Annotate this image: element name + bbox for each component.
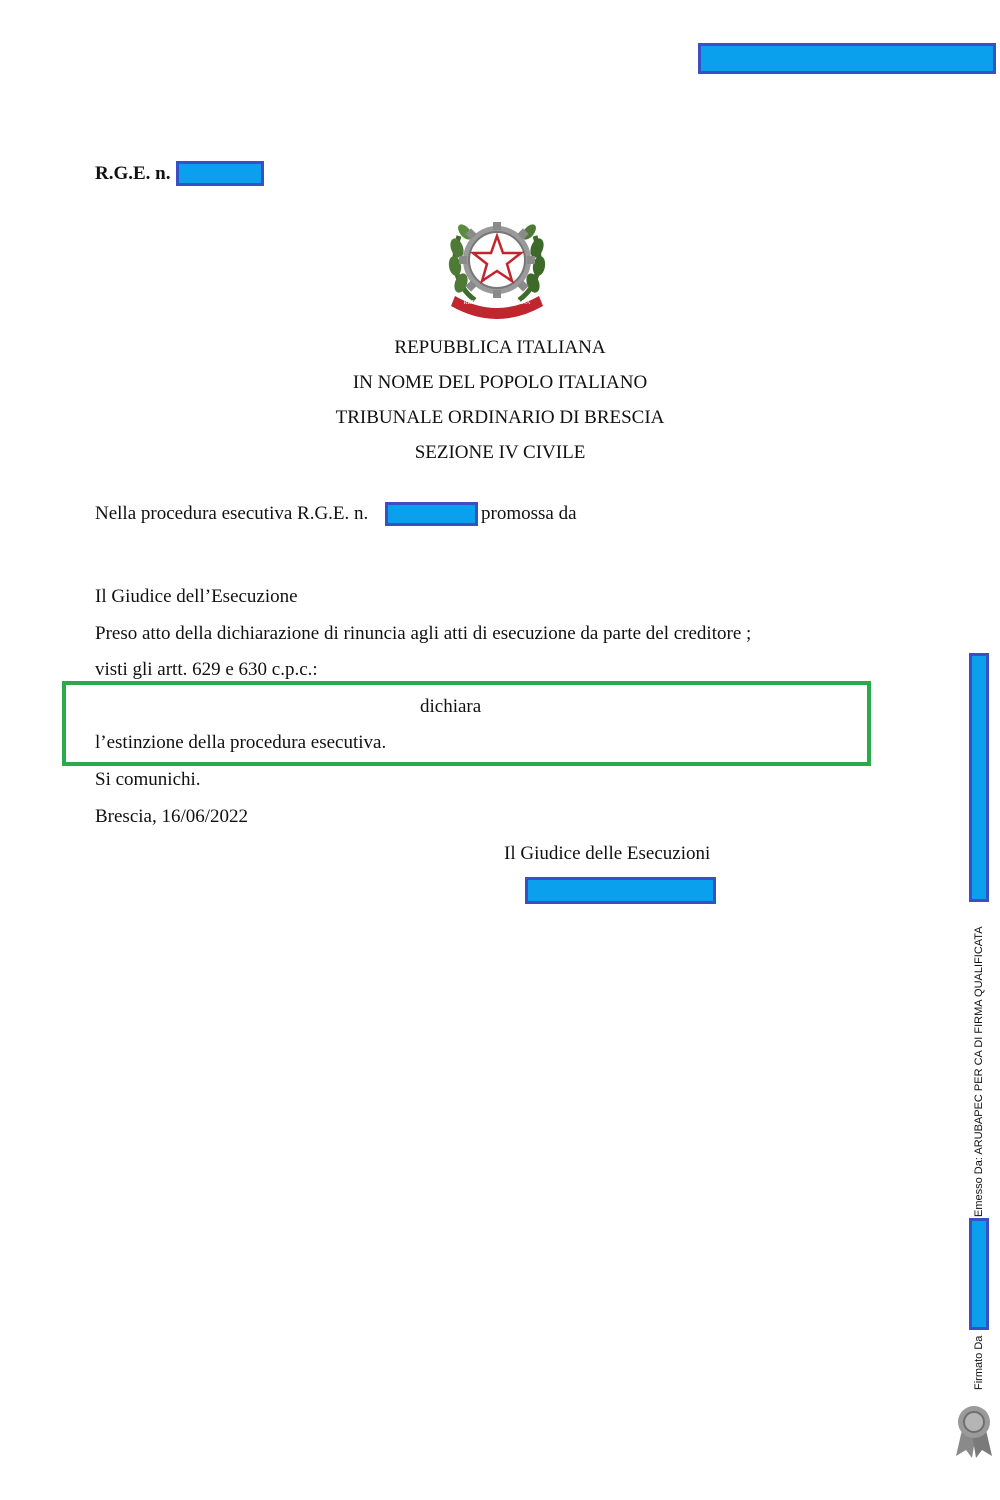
redacted-side-block-bottom	[969, 1218, 989, 1330]
preso-atto-text: Preso atto della dichiarazione di rinuncia agli atti di esecuzione da parte del creditore ;	[95, 623, 752, 644]
place-date: Brescia, 16/06/2022	[95, 806, 249, 827]
judge-intro: Il Giudice dell’Esecuzione	[95, 586, 298, 607]
italian-republic-emblem	[445, 208, 549, 320]
signature-seal-icon	[952, 1404, 996, 1458]
heading-people: IN NOME DEL POPOLO ITALIANO	[352, 372, 648, 393]
emblem-ribbon-text: REPUBBLICA ITALIANA	[463, 300, 531, 306]
estinzione-text: l’estinzione della procedura esecutiva.	[95, 732, 387, 753]
heading-tribunal: TRIBUNALE ORDINARIO DI BRESCIA	[335, 407, 665, 428]
redacted-side-block-top	[969, 653, 989, 902]
signature-title: Il Giudice delle Esecuzioni	[504, 843, 711, 864]
procedure-suffix: promossa da	[481, 503, 577, 524]
redacted-rge-number	[176, 161, 264, 186]
rge-label: R.G.E. n.	[95, 163, 171, 184]
visti-text: visti gli artt. 629 e 630 c.p.c.:	[95, 659, 318, 680]
redacted-judge-name	[525, 877, 716, 904]
redacted-procedure-number	[385, 502, 478, 526]
side-signed-by: Firmato Da	[973, 1335, 985, 1390]
heading-republic: REPUBBLICA ITALIANA	[394, 337, 606, 358]
dichiara-text: dichiara	[420, 696, 482, 717]
comunichi-text: Si comunichi.	[95, 769, 201, 790]
side-issued-by: Emesso Da: ARUBAPEC PER CA DI FIRMA QUALIFICATA	[973, 926, 985, 1217]
procedure-prefix: Nella procedura esecutiva R.G.E. n.	[95, 503, 369, 524]
redacted-header-block	[698, 43, 996, 74]
heading-section: SEZIONE IV CIVILE	[414, 442, 586, 463]
